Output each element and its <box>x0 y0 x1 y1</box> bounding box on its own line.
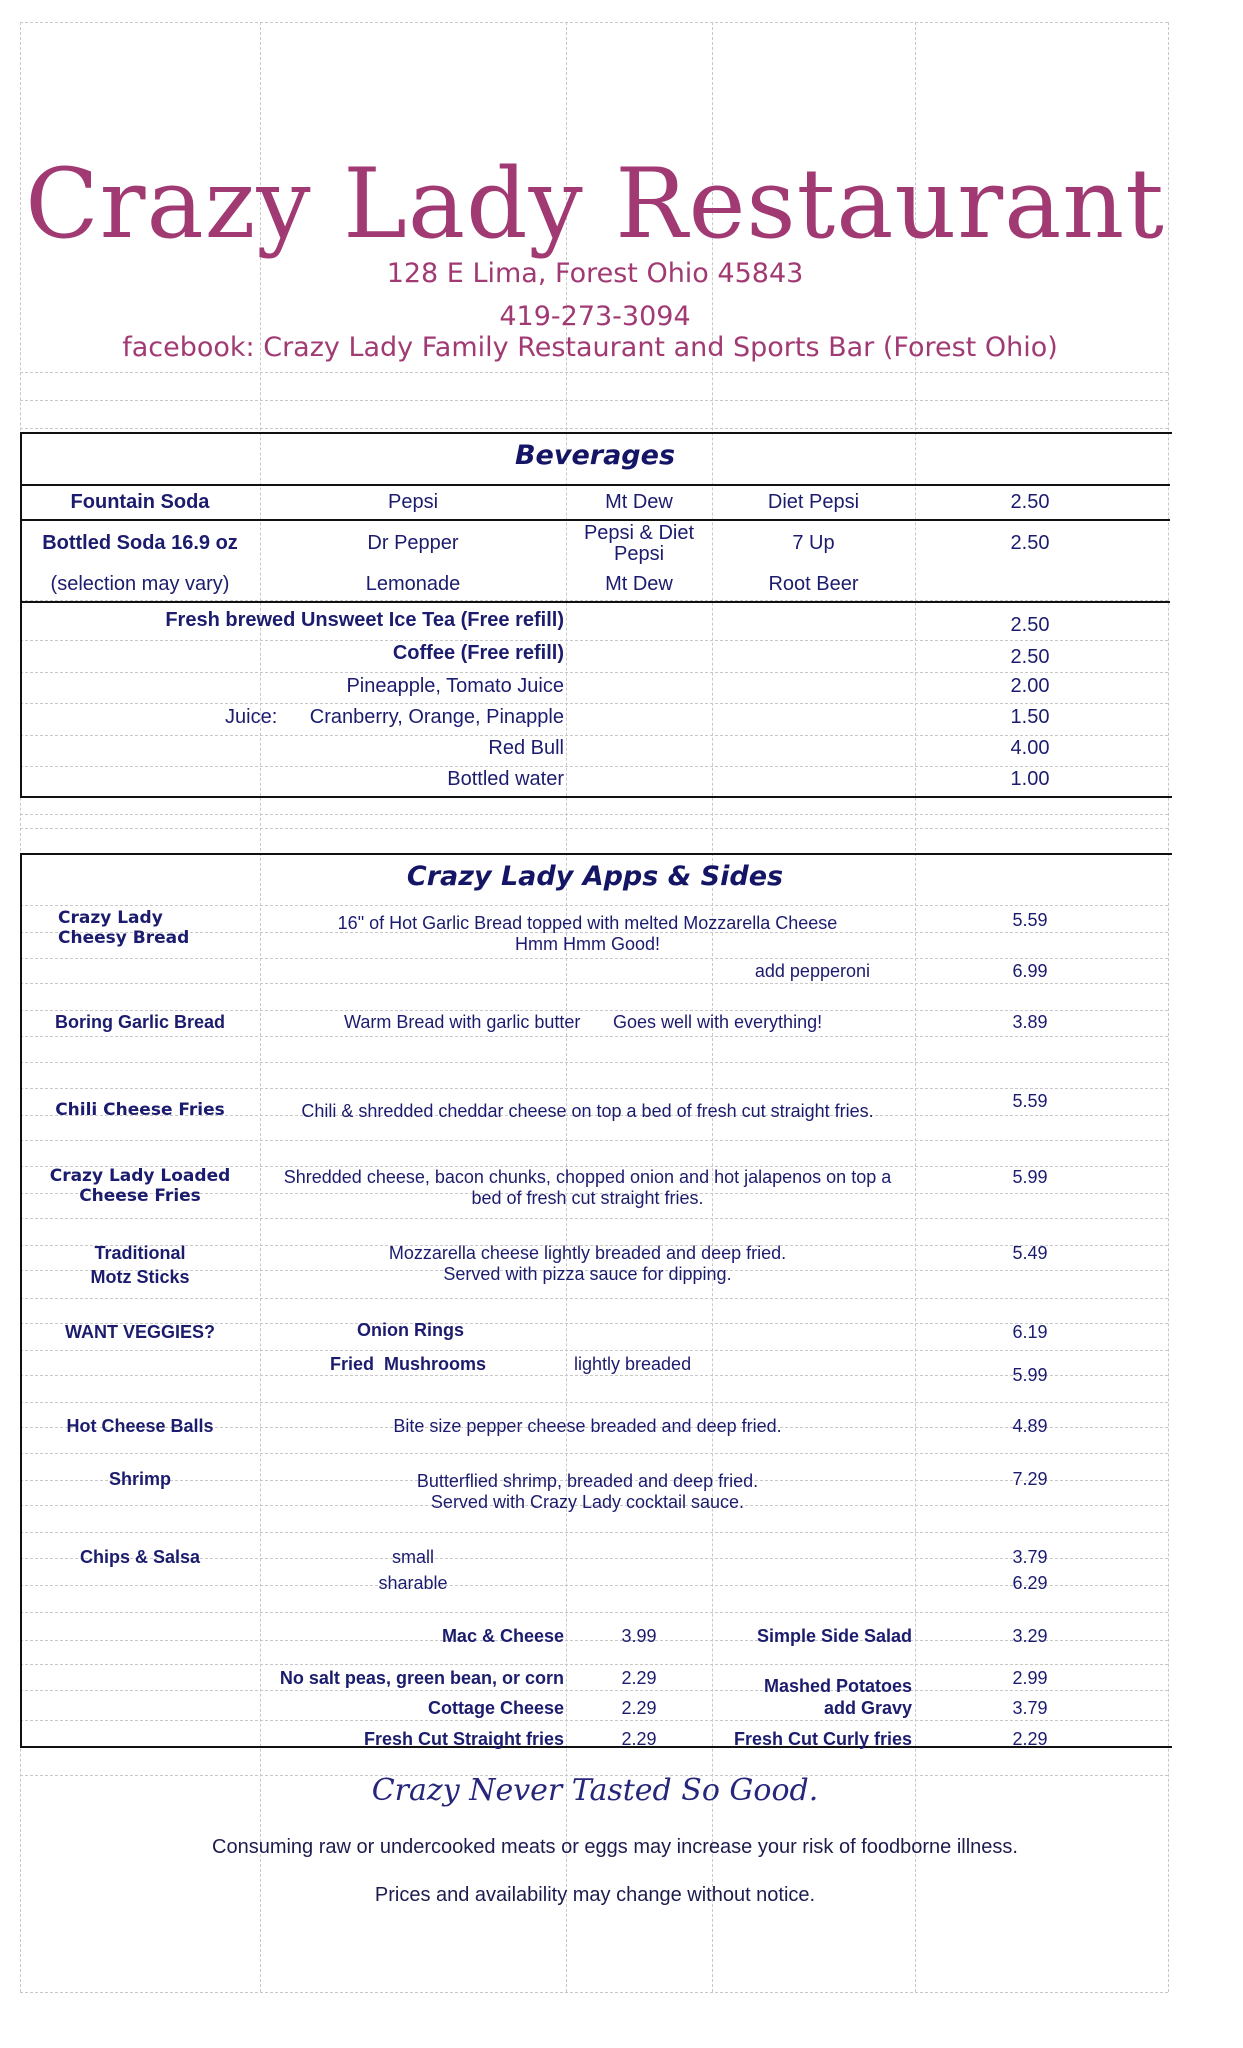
ice-tea-label: Fresh brewed Unsweet Ice Tea (Free refill) <box>165 609 564 631</box>
motz-sticks-price: 5.49 <box>1012 1243 1048 1263</box>
bottled-drpepper: Dr Pepper <box>367 532 459 554</box>
shrimp-price: 7.29 <box>1012 1469 1048 1489</box>
pineapple-juice-label: Pineapple, Tomato Juice <box>346 675 564 697</box>
want-veggies-label: WANT VEGGIES? <box>64 1322 215 1342</box>
cheese-balls-price: 4.89 <box>1012 1416 1048 1436</box>
address: 128 E Lima, Forest Ohio 45843 <box>386 258 804 289</box>
straight-fries-name: Fresh Cut Straight fries <box>363 1729 564 1749</box>
cheesy-bread-name-2: Cheesy Bread <box>58 928 190 948</box>
garlic-bread-desc-2: Goes well with everything! <box>613 1012 823 1032</box>
garlic-bread-desc-1: Warm Bread with garlic butter <box>344 1012 581 1032</box>
selection-lemonade: Lemonade <box>365 573 461 595</box>
facebook-link[interactable]: facebook: Crazy Lady Family Restaurant and Sports Bar (Forest Ohio) <box>122 332 1058 363</box>
juice-prefix: Juice: <box>225 706 278 728</box>
add-gravy-name: add Gravy <box>823 1698 912 1718</box>
loaded-fries-price: 5.99 <box>1012 1167 1048 1187</box>
apps-title: Crazy Lady Apps & Sides <box>406 861 784 892</box>
add-pepperoni-price: 6.99 <box>1012 961 1048 981</box>
loaded-fries-desc-1: Shredded cheese, bacon chunks, chopped onion and hot jalapenos on top a <box>283 1167 892 1187</box>
peas-beans-corn-price: 2.29 <box>621 1668 657 1688</box>
price-notice: Prices and availability may change without notice. <box>374 1884 816 1906</box>
garlic-bread-name: Boring Garlic Bread <box>54 1012 226 1032</box>
coffee-price: 2.50 <box>1010 646 1050 668</box>
juice-price: 1.50 <box>1010 706 1050 728</box>
fountain-soda-label: Fountain Soda <box>70 491 210 513</box>
chili-fries-price: 5.59 <box>1012 1091 1048 1111</box>
loaded-fries-desc-2: bed of fresh cut straight fries. <box>471 1188 704 1208</box>
motz-sticks-desc-1: Mozzarella cheese lightly breaded and deep fried. <box>388 1243 787 1263</box>
curly-fries-price: 2.29 <box>1012 1729 1048 1749</box>
redbull-price: 4.00 <box>1010 737 1050 759</box>
cheese-balls-desc: Bite size pepper cheese breaded and deep fried. <box>393 1416 782 1436</box>
shrimp-name: Shrimp <box>108 1469 171 1489</box>
motz-sticks-name-2: Motz Sticks <box>90 1267 190 1287</box>
motz-sticks-desc-2: Served with pizza sauce for dipping. <box>443 1264 732 1284</box>
apps-section <box>20 853 1172 1748</box>
beverages-title: Beverages <box>514 440 676 471</box>
chips-salsa-name: Chips & Salsa <box>79 1547 201 1567</box>
fountain-mtdew: Mt Dew <box>605 491 673 513</box>
fried-mushrooms-price: 5.99 <box>1012 1365 1048 1385</box>
chips-small-price: 3.79 <box>1012 1547 1048 1567</box>
bottled-soda-label: Bottled Soda 16.9 oz <box>42 532 238 554</box>
bottled-price: 2.50 <box>1010 532 1050 554</box>
onion-rings-name: Onion Rings <box>357 1320 464 1340</box>
loaded-fries-name-1: Crazy Lady Loaded <box>49 1166 231 1186</box>
bottled-pepsi-diet-1: Pepsi & Diet <box>583 522 695 544</box>
selection-rootbeer: Root Beer <box>768 573 859 595</box>
cheesy-bread-price: 5.59 <box>1012 910 1048 930</box>
side-salad-price: 3.29 <box>1012 1626 1048 1646</box>
mac-cheese-name: Mac & Cheese <box>441 1626 564 1646</box>
food-safety-warning: Consuming raw or undercooked meats or eggs may increase your risk of foodborne illness. <box>212 1836 1018 1858</box>
bottled-7up: 7 Up <box>792 532 835 554</box>
cheesy-bread-name-1: Crazy Lady <box>58 908 163 928</box>
add-pepperoni: add pepperoni <box>754 961 870 981</box>
fried-mushrooms-note: lightly breaded <box>574 1354 692 1374</box>
fried-mushrooms-name: Fried Mushrooms <box>330 1354 487 1374</box>
chili-fries-name: Chili Cheese Fries <box>55 1100 225 1120</box>
fountain-dietpepsi: Diet Pepsi <box>767 491 860 513</box>
mac-cheese-price: 3.99 <box>621 1626 657 1646</box>
mashed-potatoes-name: Mashed Potatoes <box>763 1676 912 1696</box>
juice-label: Cranberry, Orange, Pinapple <box>309 706 564 728</box>
selection-note: (selection may vary) <box>50 573 230 595</box>
mashed-potatoes-price: 2.99 <box>1012 1668 1048 1688</box>
cottage-cheese-price: 2.29 <box>621 1698 657 1718</box>
curly-fries-name: Fresh Cut Curly fries <box>733 1729 912 1749</box>
cheese-balls-name: Hot Cheese Balls <box>66 1416 214 1436</box>
chili-fries-desc: Chili & shredded cheddar cheese on top a bed of fresh cut straight fries. <box>301 1101 874 1121</box>
selection-mtdew: Mt Dew <box>605 573 673 595</box>
chips-small: small <box>391 1547 434 1567</box>
chips-sharable: sharable <box>378 1573 448 1593</box>
shrimp-desc-2: Served with Crazy Lady cocktail sauce. <box>430 1492 745 1512</box>
cheesy-bread-desc-1: 16" of Hot Garlic Bread topped with melted Mozzarella Cheese <box>337 913 838 933</box>
coffee-label: Coffee (Free refill) <box>392 642 564 664</box>
chips-sharable-price: 6.29 <box>1012 1573 1048 1593</box>
ice-tea-price: 2.50 <box>1010 614 1050 636</box>
motz-sticks-name-1: Traditional <box>94 1243 186 1263</box>
side-salad-name: Simple Side Salad <box>756 1626 912 1646</box>
shrimp-desc-1: Butterflied shrimp, breaded and deep fried. <box>416 1471 759 1491</box>
straight-fries-price: 2.29 <box>621 1729 657 1749</box>
fountain-pepsi: Pepsi <box>387 491 439 513</box>
phone: 419-273-3094 <box>499 301 691 332</box>
restaurant-title: Crazy Lady Restaurant <box>25 148 1165 260</box>
peas-beans-corn-name: No salt peas, green bean, or corn <box>279 1668 564 1688</box>
cheesy-bread-desc-2: Hmm Hmm Good! <box>514 934 660 954</box>
water-price: 1.00 <box>1010 768 1050 790</box>
redbull-label: Red Bull <box>488 737 564 759</box>
slogan: Crazy Never Tasted So Good. <box>371 1773 819 1808</box>
loaded-fries-name-2: Cheese Fries <box>79 1186 201 1206</box>
onion-rings-price: 6.19 <box>1012 1322 1048 1342</box>
add-gravy-price: 3.79 <box>1012 1698 1048 1718</box>
bottled-pepsi-diet-2: Pepsi <box>613 543 665 565</box>
fountain-price: 2.50 <box>1010 491 1050 513</box>
garlic-bread-price: 3.89 <box>1012 1012 1048 1032</box>
cottage-cheese-name: Cottage Cheese <box>427 1698 564 1718</box>
pineapple-juice-price: 2.00 <box>1010 675 1050 697</box>
water-label: Bottled water <box>447 768 564 790</box>
